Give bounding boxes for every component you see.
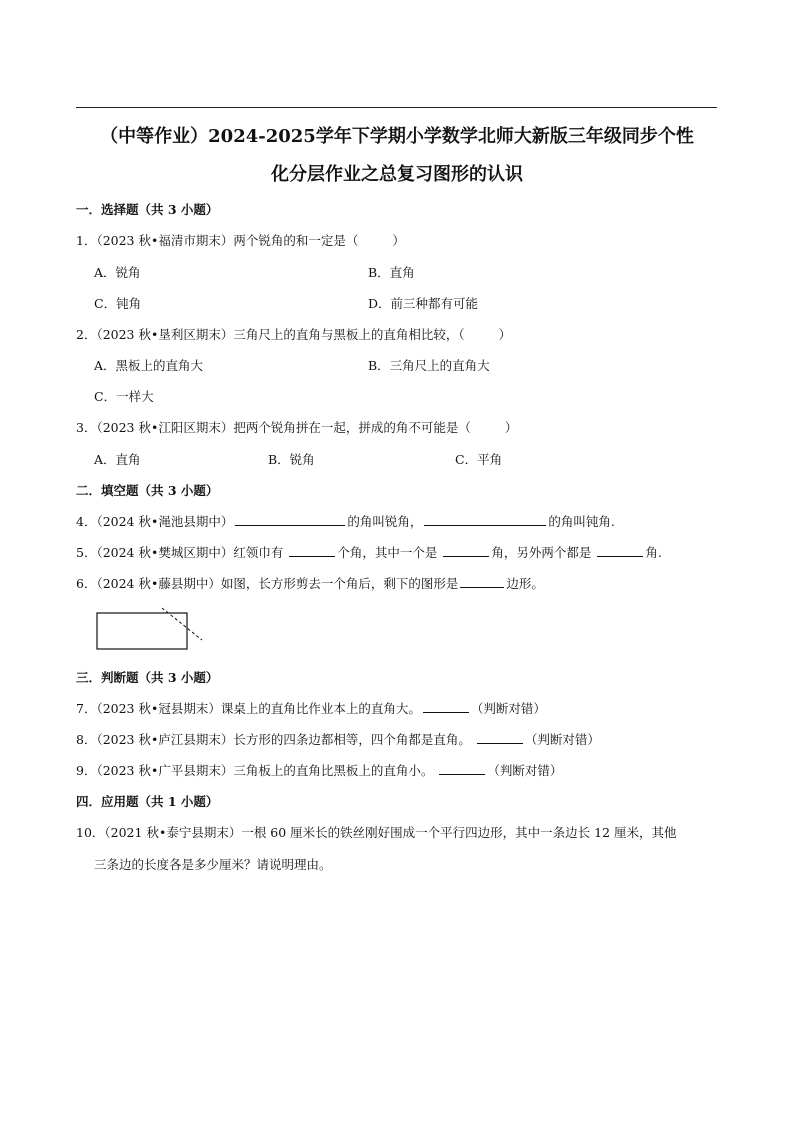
q4-blank-1[interactable] <box>235 513 345 526</box>
q1-stem: 1．（2023 秋•福清市期末）两个锐角的和一定是（ <box>76 233 359 248</box>
question-3: 3．（2023 秋•江阳区期末）把两个锐角拼在一起，拼成的角不可能是（ ） <box>76 420 518 435</box>
title-line-1: （中等作业）2024-2025学年下学期小学数学北师大新版三年级同步个性 <box>100 126 694 147</box>
question-8: 8．（2023 秋•庐江县期末）长方形的四条边都相等，四个角都是直角。 （判断对错） <box>76 732 600 747</box>
q3-option-c[interactable]: C．平角 <box>455 452 503 467</box>
title-line-2: 化分层作业之总复习图形的认识 <box>271 164 523 185</box>
q3-option-a[interactable]: A．直角 <box>94 452 141 467</box>
page-title <box>60 118 734 194</box>
q5-blank-2[interactable] <box>443 544 489 557</box>
cut-rectangle-figure <box>94 604 210 654</box>
question-2: 2．（2023 秋•垦利区期末）三角尺上的直角与黑板上的直角相比较，（ ） <box>76 327 512 342</box>
q2-stem: 2．（2023 秋•垦利区期末）三角尺上的直角与黑板上的直角相比较，（ <box>76 327 465 342</box>
question-1: 1．（2023 秋•福清市期末）两个锐角的和一定是（ ） <box>76 233 405 248</box>
q1-option-b[interactable]: B．直角 <box>368 265 415 280</box>
question-10-line-2: 三条边的长度各是多少厘米？请说明理由。 <box>94 857 332 872</box>
section-choice-heading: 一．选择题（共 3 小题） <box>76 202 219 217</box>
q1-option-a[interactable]: A．锐角 <box>94 265 141 280</box>
q2-option-b[interactable]: B．三角尺上的直角大 <box>368 358 490 373</box>
q7-blank[interactable] <box>423 700 469 713</box>
question-10-line-1: 10．（2021 秋•泰宁县期末）一根 60 厘米长的铁丝刚好围成一个平行四边形，其中一条边长 12 厘米，其他 <box>76 825 677 840</box>
question-7: 7．（2023 秋•冠县期末）课桌上的直角比作业本上的直角大。 （判断对错） <box>76 701 546 716</box>
question-6: 6．（2024 秋•藤县期中）如图，长方形剪去一个角后，剩下的图形是 边形。 <box>76 576 544 591</box>
question-9: 9．（2023 秋•广平县期末）三角板上的直角比黑板上的直角小。 （判断对错） <box>76 763 563 778</box>
q9-blank[interactable] <box>439 762 485 775</box>
section-apply-heading: 四．应用题（共 1 小题） <box>76 794 219 809</box>
section-fill-heading: 二．填空题（共 3 小题） <box>76 483 219 498</box>
question-5: 5．（2024 秋•樊城区期中）红领巾有 个角，其中一个是 角，另外两个都是 角. <box>76 545 662 560</box>
q2-option-c[interactable]: C．一样大 <box>94 389 154 404</box>
q2-option-a[interactable]: A．黑板上的直角大 <box>94 358 204 373</box>
question-4: 4．（2024 秋•渑池县期中） 的角叫锐角， 的角叫钝角. <box>76 514 615 529</box>
q6-blank[interactable] <box>460 575 504 588</box>
q3-stem: 3．（2023 秋•江阳区期末）把两个锐角拼在一起，拼成的角不可能是（ <box>76 420 471 435</box>
rectangle-shape <box>97 613 187 649</box>
q1-option-c[interactable]: C．钝角 <box>94 296 142 311</box>
q5-blank-1[interactable] <box>289 544 335 557</box>
q4-blank-2[interactable] <box>424 513 546 526</box>
q1-option-d[interactable]: D．前三种都有可能 <box>368 296 479 311</box>
q5-blank-3[interactable] <box>597 544 643 557</box>
section-judge-heading: 三．判断题（共 3 小题） <box>76 670 219 685</box>
q3-option-b[interactable]: B．锐角 <box>268 452 315 467</box>
q8-blank[interactable] <box>477 731 523 744</box>
header-rule <box>76 107 717 108</box>
